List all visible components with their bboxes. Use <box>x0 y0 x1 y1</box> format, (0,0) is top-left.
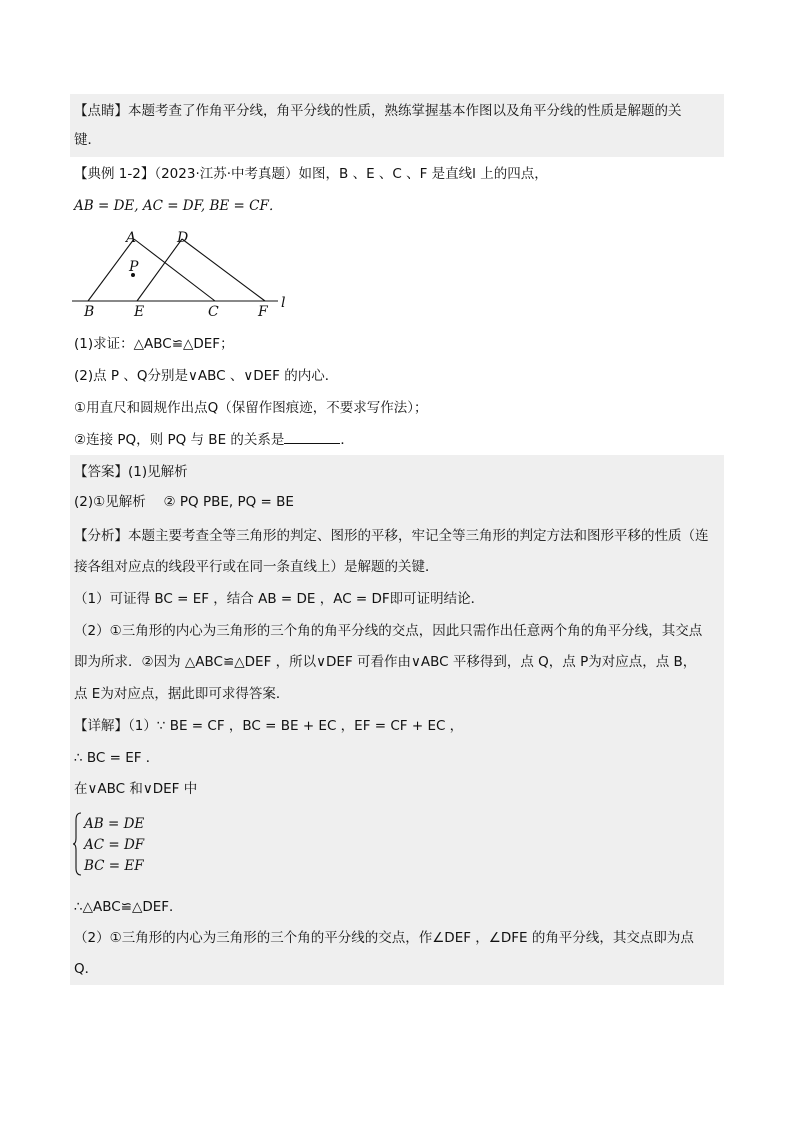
label-a: A <box>126 230 137 246</box>
detail-line-1: 【详解】（1）∵ BE = CF ，BC = BE + EC ，EF = CF + EC ， <box>74 718 464 734</box>
example-heading: 【典例 1-2】（2023·江苏·中考真题）如图，B 、E 、C 、F 是直线l 上的四点， <box>74 166 548 182</box>
question-2: (2)点 P 、Q分别是∨ABC 、∨DEF 的内心． <box>74 368 339 384</box>
detail-line-3: 在∨ABC 和∨DEF 中 <box>74 781 198 797</box>
analysis-line-2: 接各组对应点的线段平行或在同一条直线上）是解题的关键． <box>74 559 439 575</box>
answer-line-2: (2)①见解析 ② PQ PBE, PQ = BE <box>74 494 294 510</box>
analysis-part-1: （1）可证得 BC = EF ，结合 AB = DE ，AC = DF即可证明结论． <box>74 591 485 607</box>
geometry-figure <box>70 226 300 322</box>
analysis-part-2-line-3: 点 E为对应点，据此即可求得答案． <box>74 686 290 702</box>
segment-df <box>182 239 265 301</box>
label-c: C <box>208 304 219 320</box>
question-1: (1)求证：△ABC≌△DEF； <box>74 336 234 352</box>
conclusion-line: ∴△ABC≌△DEF． <box>74 899 183 915</box>
point-line-2: 键． <box>74 132 101 148</box>
system-eq-1: AB = DE <box>84 816 145 832</box>
question-2a: ①用直尺和圆规作出点Q（保留作图痕迹，不要求写作法）； <box>74 400 428 416</box>
system-eq-3: BC = EF <box>84 858 144 874</box>
label-l: l <box>281 295 286 311</box>
answer-line-1: 【答案】(1)见解析 <box>74 464 188 480</box>
segment-ac <box>134 239 215 301</box>
question-2b-prefix: ②连接 PQ，则 PQ 与 BE 的关系是 <box>74 432 285 448</box>
detail-2-line-2: Q． <box>74 961 99 977</box>
question-2b <box>74 429 354 450</box>
label-e: E <box>134 304 145 320</box>
example-given: AB = DE, AC = DF, BE = CF． <box>74 198 283 214</box>
segment-ab <box>88 239 134 301</box>
label-p: P <box>129 259 139 275</box>
label-d: D <box>177 230 189 246</box>
answer-blank <box>284 429 340 444</box>
analysis-line-1: 【分析】本题主要考查全等三角形的判定、图形的平移，牢记全等三角形的判定方法和图形平移的性质（连 <box>74 528 709 544</box>
detail-line-2: ∴ BC = EF ． <box>74 750 160 766</box>
system-eq-2: AC = DF <box>84 837 145 853</box>
system-brace <box>72 812 82 876</box>
analysis-part-2-line-2: 即为所求．②因为 △ABC≌△DEF ，所以∨DEF 可看作由∨ABC 平移得到，点 Q，点 P为对应点，点 B， <box>74 654 697 670</box>
label-b: B <box>84 304 95 320</box>
analysis-part-2-line-1: （2）①三角形的内心为三角形的三个角的角平分线的交点，因此只需作出任意两个角的角平分线，其交点 <box>74 623 703 639</box>
point-line-1: 【点睛】本题考查了作角平分线，角平分线的性质，熟练掌握基本作图以及角平分线的性质是解题的关 <box>74 103 682 119</box>
question-2b-suffix: ． <box>340 432 354 448</box>
detail-2-line-1: （2）①三角形的内心为三角形的三个角的平分线的交点，作∠DEF ，∠DFE 的角平分线，其交点即为点 <box>74 930 694 946</box>
label-f: F <box>258 304 268 320</box>
